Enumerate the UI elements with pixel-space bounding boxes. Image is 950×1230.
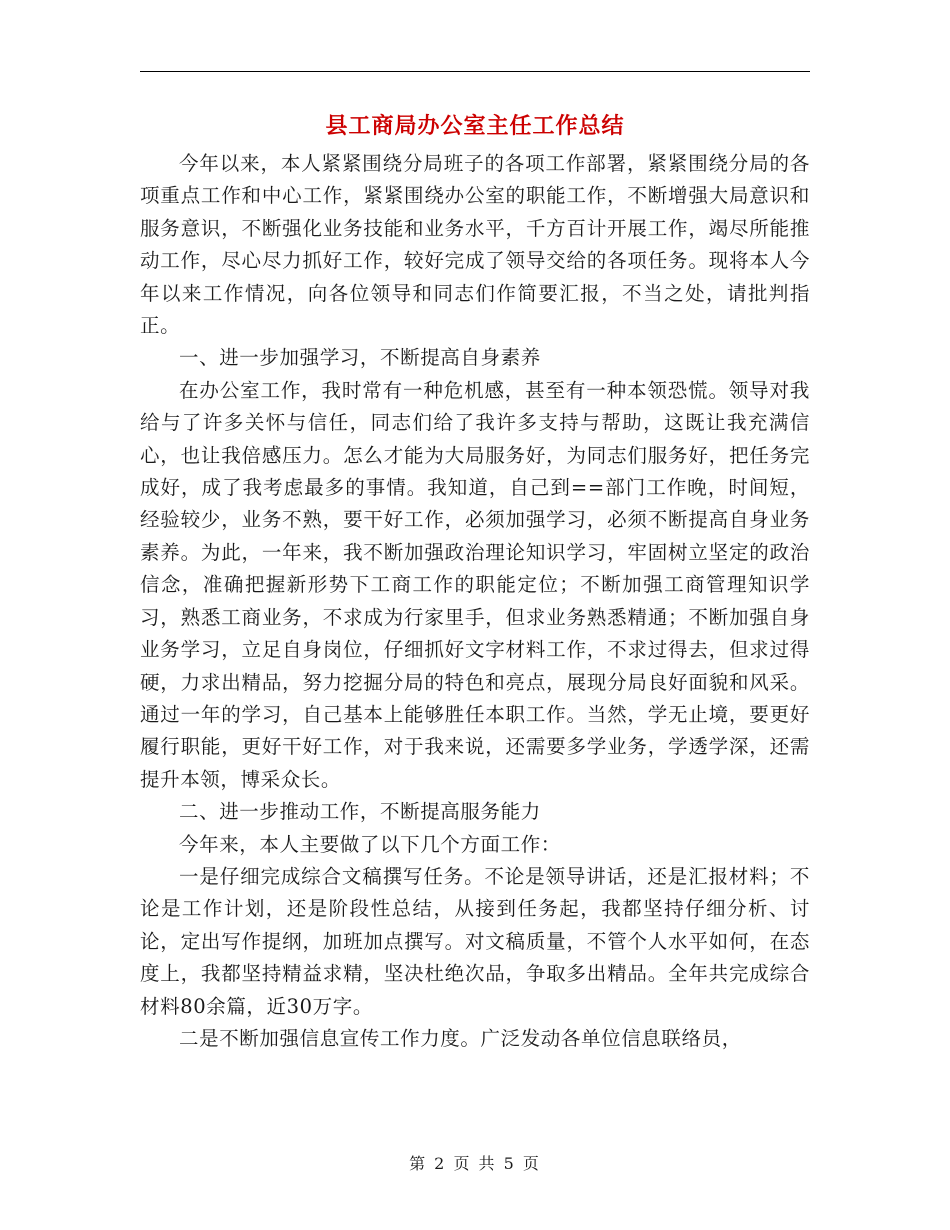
section-heading-1: 一、进一步加强学习，不断提高自身素养: [179, 346, 541, 370]
paragraph-work-intro: 今年来，本人主要做了以下几个方面工作：: [179, 832, 561, 856]
section-heading-2: 二、进一步推动工作，不断提高服务能力: [179, 800, 541, 824]
header-rule: [140, 71, 810, 72]
paragraph-item-2: 二是不断加强信息宣传工作力度。广泛发动各单位信息联络员，: [179, 1026, 742, 1050]
paragraph-study: 在办公室工作，我时常有一种危机感，甚至有一种本领恐慌。领导对我给与了许多关怀与信任，同志们给了我许多支持与帮助，这既让我充满信心，也让我倍感压力。怎么才能为大局服务好，为同志们服务好，把任务完成好，成了我考虑最多的事情。我知道，自己到==部门工作晚，时间短，经验较少，业务不熟，要干好工作，必须加强学习，必须不断提高自身业务素养。为此，一年来，我不断加强政治理论知识学习，牢固树立坚定的政治信念，准确把握新形势下工商工作的职能定位；不断加强工商管理知识学习，熟悉工商业务，不求成为行家里手，但求业务熟悉精通；不断加强自身业务学习，立足自身岗位，仔细抓好文字材料工作，不求过得去，但求过得硬，力求出精品，努力挖掘分局的特色和亮点，展现分局良好面貌和风采。通过一年的学习，自己基本上能够胜任本职工作。当然，学无止境，要更好履行职能，更好干好工作，对于我来说，还需要多学业务，学透学深，还需提升本领，博采众长。: [140, 378, 810, 791]
document-body: [140, 148, 810, 1055]
document-title: 县工商局办公室主任工作总结: [325, 113, 625, 139]
paragraph-intro: 今年以来，本人紧紧围绕分局班子的各项工作部署，紧紧围绕分局的各项重点工作和中心工作，紧紧围绕办公室的职能工作，不断增强大局意识和服务意识，不断强化业务技能和业务水平，千方百计开展工作，竭尽所能推动工作，尽心尽力抓好工作，较好完成了领导交给的各项任务。现将本人今年以来工作情况，向各位领导和同志们作简要汇报，不当之处，请批判指正。: [140, 152, 810, 338]
paragraph-item-1: 一是仔细完成综合文稿撰写任务。不论是领导讲话，还是汇报材料；不论是工作计划，还是阶段性总结，从接到任务起，我都坚持仔细分析、讨论，定出写作提纲，加班加点撰写。对文稿质量，不管个人水平如何，在态度上，我都坚持精益求精，坚决杜绝次品，争取多出精品。全年共完成综合材料80余篇，近30万字。: [140, 864, 810, 1018]
page-footer: 第 2 页 共 5 页: [409, 1154, 541, 1173]
